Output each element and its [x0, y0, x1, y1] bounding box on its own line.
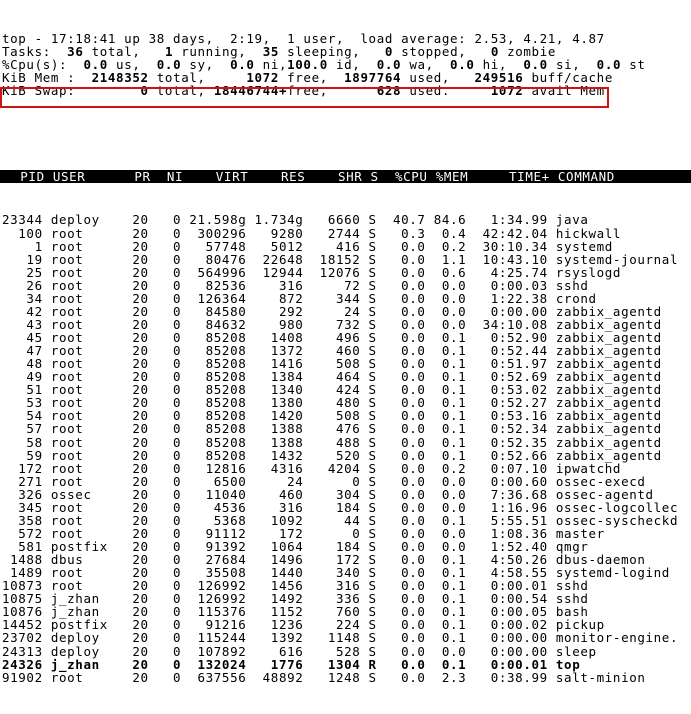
- summary-value: 1072: [490, 83, 524, 99]
- process-row: 581 postfix 20 0 91392 1064 184 S 0.0 0.0 1:52.40 qmgr: [2, 539, 589, 554]
- summary-value: 100.0: [287, 57, 328, 73]
- summary-value: 1072: [246, 70, 279, 86]
- summary-label: used.: [401, 83, 491, 99]
- process-row: 53 root 20 0 85208 1380 480 S 0.0 0.1 0:52.27 zabbix_agentd: [2, 395, 662, 411]
- process-row: 42 root 20 0 84580 292 24 S 0.0 0.0 0:00.00 zabbix_agentd: [2, 303, 662, 319]
- summary-value: 0.0: [83, 57, 108, 73]
- summary-value: 0: [140, 83, 149, 99]
- summary-label: %Cpu(s):: [2, 57, 84, 73]
- summary-label: total,: [83, 44, 165, 60]
- summary-value: 0.0: [596, 57, 622, 73]
- process-row: 326 ossec 20 0 11040 460 304 S 0.0 0.0 7:36.68 ossec-agentd: [2, 486, 654, 502]
- process-row: 23702 deploy 20 0 115244 1392 1148 S 0.0 0.1 0:00.00 monitor-engine.: [2, 630, 679, 646]
- summary-label: total,: [148, 70, 247, 86]
- summary-label: sy,: [181, 57, 231, 73]
- process-row: 14452 postfix 20 0 91216 1236 224 S 0.0 0.1 0:00.02 pickup: [2, 617, 605, 633]
- summary-value: 628: [376, 83, 402, 99]
- summary-value: 1: [164, 44, 174, 60]
- summary-label: free,: [278, 70, 345, 86]
- summary-value: 0.0: [156, 57, 182, 73]
- process-row: 10876 j_zhan 20 0 115376 1152 760 S 0.0 0.1 0:00.05 bash: [2, 604, 589, 620]
- summary-label: st: [621, 57, 646, 73]
- process-row: 57 root 20 0 85208 1388 476 S 0.0 0.1 0:52.34 zabbix_agentd: [2, 421, 662, 437]
- process-row: 1489 root 20 0 35508 1440 340 S 0.0 0.1 4:58.55 systemd-logind: [2, 565, 670, 581]
- summary-label: KiB Mem :: [2, 70, 92, 86]
- top-summary: [2, 32, 691, 97]
- summary-value: 0.0: [230, 57, 255, 73]
- summary-label: used,: [401, 70, 475, 86]
- summary-label: buff/cache: [523, 70, 613, 86]
- process-row: 10873 root 20 0 126992 1456 316 S 0.0 0.1 0:00.01 sshd: [2, 578, 589, 594]
- summary-label: hi,: [474, 57, 524, 73]
- summary-value: 0: [384, 44, 394, 60]
- summary-value: 1897764: [344, 70, 402, 86]
- summary-value: 35: [262, 44, 279, 60]
- summary-value: 249516: [474, 70, 524, 86]
- summary-label: avail Mem: [523, 83, 605, 99]
- summary-label: wa,: [401, 57, 451, 73]
- process-row: 48 root 20 0 85208 1416 508 S 0.0 0.1 0:51.97 zabbix_agentd: [2, 356, 662, 372]
- process-row: 358 root 20 0 5368 1092 44 S 0.0 0.1 5:55.51 ossec-syscheckd: [2, 512, 679, 528]
- summary-label: zombie: [498, 44, 556, 60]
- process-table-body: [2, 213, 691, 683]
- process-row: 24326 j_zhan 20 0 132024 1776 1304 R 0.0 0.1 0:00.01 top: [2, 656, 581, 672]
- summary-label: top - 17:18:41 up 38 days, 2:19, 1 user, load average: 2.53, 4.21, 4.87: [2, 31, 605, 46]
- process-row: 345 root 20 0 4536 316 184 S 0.0 0.0 1:16.96 ossec-logcollec: [2, 499, 679, 515]
- process-table-header-bar: PID USER PR NI VIRT RES SHR S %CPU %MEM TIME+ COMMAND: [0, 170, 691, 183]
- summary-label: free,: [287, 83, 377, 99]
- summary-label: Tasks:: [2, 44, 68, 60]
- process-row: 271 root 20 0 6500 24 0 S 0.0 0.0 0:00.60 ossec-execd: [2, 473, 646, 489]
- process-row: 91902 root 20 0 637556 48892 1248 S 0.0 2.3 0:38.99 salt-minion: [2, 669, 646, 685]
- blank-line: [2, 127, 691, 140]
- process-row: 1488 dbus 20 0 27684 1496 172 S 0.0 0.1 4:50.26 dbus-daemon: [2, 552, 646, 568]
- summary-value: 0.0: [376, 57, 402, 73]
- summary-label: total,: [148, 83, 214, 99]
- process-row: 24313 deploy 20 0 107892 616 528 S 0.0 0.0 0:00.00 sleep: [2, 643, 597, 659]
- summary-label: stopped,: [393, 44, 491, 60]
- process-row: 19 root 20 0 80476 22648 18152 S 0.0 1.1 10:43.10 systemd-journal: [2, 251, 679, 267]
- summary-label: ni,: [254, 57, 288, 73]
- summary-value: 0.0: [450, 57, 475, 73]
- summary-label: KiB Swap:: [2, 83, 141, 99]
- process-row: 26 root 20 0 82536 316 72 S 0.0 0.0 0:00.03 sshd: [2, 277, 589, 293]
- summary-value: 18446744+: [213, 83, 288, 99]
- process-row: 25 root 20 0 564996 12944 12076 S 0.0 0.6 4:25.74 rsyslogd: [2, 264, 622, 280]
- process-row: 172 root 20 0 12816 4316 4204 S 0.0 0.2 0:07.10 ipwatchd: [2, 460, 622, 476]
- process-row: 45 root 20 0 85208 1408 496 S 0.0 0.1 0:52.90 zabbix_agentd: [2, 330, 662, 345]
- summary-value: 0.0: [523, 57, 548, 73]
- process-row: 572 root 20 0 91112 172 0 S 0.0 0.0 1:08.36 master: [2, 525, 605, 541]
- process-row: 1 root 20 0 57748 5012 416 S 0.0 0.2 30:10.34 systemd: [2, 238, 613, 254]
- process-row: 43 root 20 0 84632 980 732 S 0.0 0.0 34:10.08 zabbix_agentd: [2, 316, 662, 332]
- summary-label: running,: [173, 44, 263, 60]
- process-row: 49 root 20 0 85208 1384 464 S 0.0 0.1 0:52.69 zabbix_agentd: [2, 369, 662, 385]
- process-row: 10875 j_zhan 20 0 126992 1492 336 S 0.0 0.1 0:00.54 sshd: [2, 591, 589, 607]
- process-row: 51 root 20 0 85208 1340 424 S 0.0 0.1 0:53.02 zabbix_agentd: [2, 382, 662, 398]
- summary-value: 36: [67, 44, 84, 60]
- process-row: 58 root 20 0 85208 1388 488 S 0.0 0.1 0:52.35 zabbix_agentd: [2, 434, 662, 450]
- summary-label: us,: [107, 57, 157, 73]
- summary-label: id,: [327, 57, 377, 73]
- process-row: 34 root 20 0 126364 872 344 S 0.0 0.0 1:22.38 crond: [2, 290, 597, 306]
- process-row: 59 root 20 0 85208 1432 520 S 0.0 0.1 0:52.66 zabbix_agentd: [2, 447, 662, 463]
- summary-label: sleeping,: [279, 44, 385, 60]
- summary-value: 0: [490, 44, 499, 60]
- process-row: 54 root 20 0 85208 1420 508 S 0.0 0.1 0:53.16 zabbix_agentd: [2, 408, 662, 424]
- summary-value: 2148352: [91, 70, 149, 86]
- summary-line: [2, 84, 691, 97]
- summary-label: si,: [547, 57, 597, 73]
- process-row-highlighted: 23344 deploy 20 0 21.598g 1.734g 6660 S 40.7 84.6 1:34.99 java: [2, 212, 589, 228]
- process-row: 100 root 20 0 300296 9280 2744 S 0.3 0.4 42:42.04 hickwall: [2, 225, 622, 241]
- process-row: 47 root 20 0 85208 1372 460 S 0.0 0.1 0:52.44 zabbix_agentd: [2, 343, 662, 359]
